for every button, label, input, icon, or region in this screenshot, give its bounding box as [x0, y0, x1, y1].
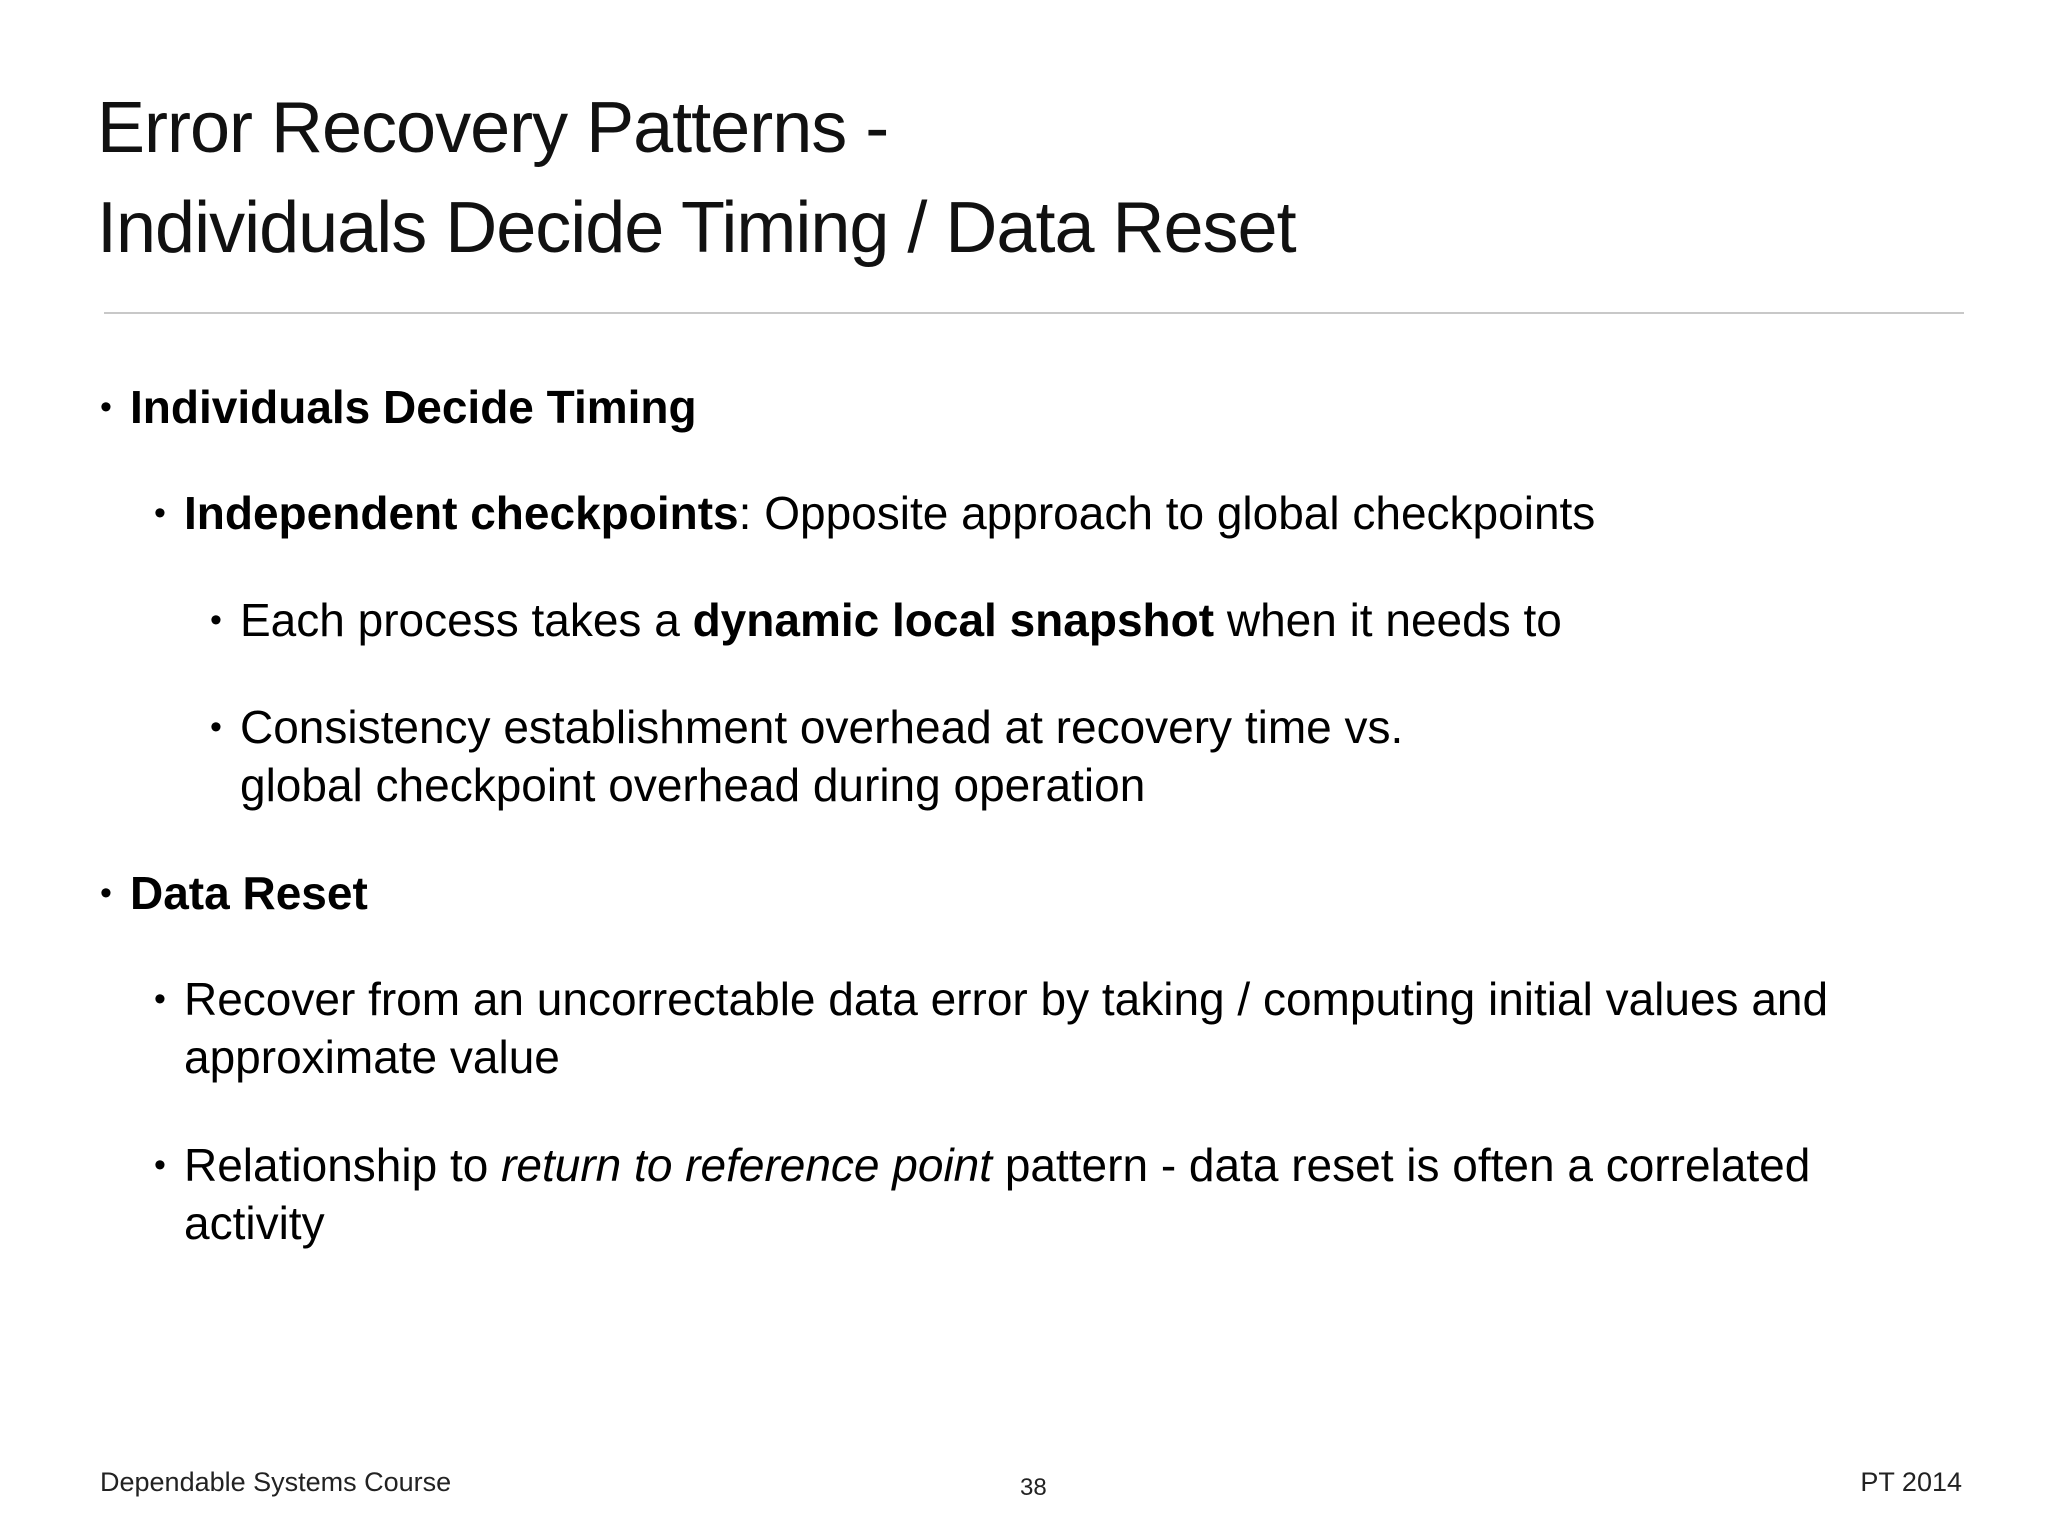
bullet-line-2: activity [184, 1197, 325, 1249]
bullet-dot-icon: • [154, 980, 166, 1018]
bullet-label: Individuals Decide Timing [130, 381, 697, 433]
bullet-recover-data-error [154, 970, 1829, 1086]
bullet-bold-term: dynamic local snapshot [692, 594, 1215, 646]
bullet-line-1: Recover from an uncorrectable data error by taking / computing initial values and [184, 973, 1829, 1025]
bullet-dynamic-local-snapshot [210, 591, 1562, 649]
footer-page-number: 38 [1020, 1474, 1047, 1501]
bullet-dot-icon: • [154, 1146, 166, 1184]
slide-title [97, 78, 1947, 278]
bullet-data-reset [100, 864, 368, 922]
bullet-text-pre: Each process takes a [240, 594, 693, 646]
bullet-line-1 [184, 1136, 1810, 1194]
bullet-dot-icon: • [210, 708, 222, 746]
bullet-text-pre: Relationship to [184, 1139, 502, 1191]
title-line-1: Error Recovery Patterns - [97, 88, 889, 168]
bullet-line-2: approximate value [184, 1031, 560, 1083]
bullet-dot-icon: • [100, 388, 112, 426]
footer-term: PT 2014 [1860, 1467, 1962, 1497]
bullet-individuals-decide-timing [100, 378, 697, 436]
bullet-text-post: when it needs to [1214, 594, 1562, 646]
bullet-dot-icon: • [154, 494, 166, 532]
bullet-independent-checkpoints [154, 484, 1596, 542]
bullet-text-post: pattern - data reset is often a correlated [992, 1139, 1811, 1191]
title-divider [104, 312, 1964, 314]
bullet-label: Data Reset [130, 867, 368, 919]
bullet-line-2: global checkpoint overhead during operation [240, 759, 1146, 811]
footer-course-name: Dependable Systems Course [100, 1467, 452, 1497]
bullet-dot-icon: • [210, 601, 222, 639]
bullet-italic-term: return to reference point [501, 1139, 993, 1191]
bullet-dot-icon: • [100, 874, 112, 912]
bullet-consistency-overhead [210, 698, 1404, 814]
bullet-bold-term: Independent checkpoints [184, 487, 739, 539]
bullet-line-1: Consistency establishment overhead at recovery time vs. [240, 701, 1404, 753]
bullet-text: : Opposite approach to global checkpoints [738, 487, 1596, 539]
bullet-relationship-reference-point [154, 1136, 1811, 1252]
title-line-2: Individuals Decide Timing / Data Reset [97, 188, 1296, 268]
